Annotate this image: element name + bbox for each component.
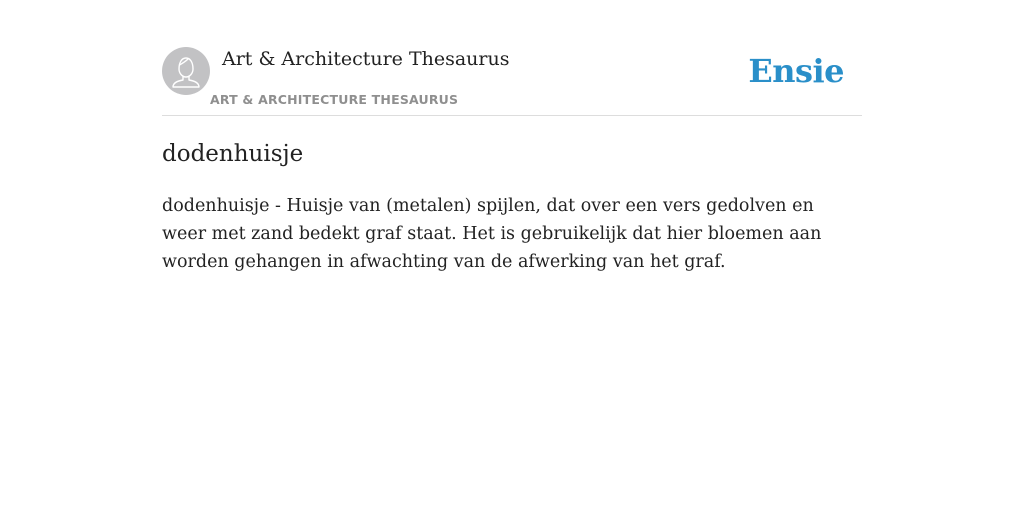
ensie-logo[interactable]: Ensie [748,52,844,90]
term-title: dodenhuisje [162,141,304,167]
author-avatar[interactable] [162,47,210,95]
user-placeholder-icon [162,47,210,95]
term-definition: dodenhuisje - Huisje van (metalen) spijlen, dat over een vers gedolven en weer met zand bedekt graf staat. Het is gebruikelijk dat hier bloemen aan worden gehangen in afwachting van de afwerking van het graf. [162,196,822,272]
entry-header [162,47,862,116]
author-name[interactable]: Art & Architecture Thesaurus [222,48,510,70]
author-subtitle[interactable]: ART & ARCHITECTURE THESAURUS [210,92,459,107]
